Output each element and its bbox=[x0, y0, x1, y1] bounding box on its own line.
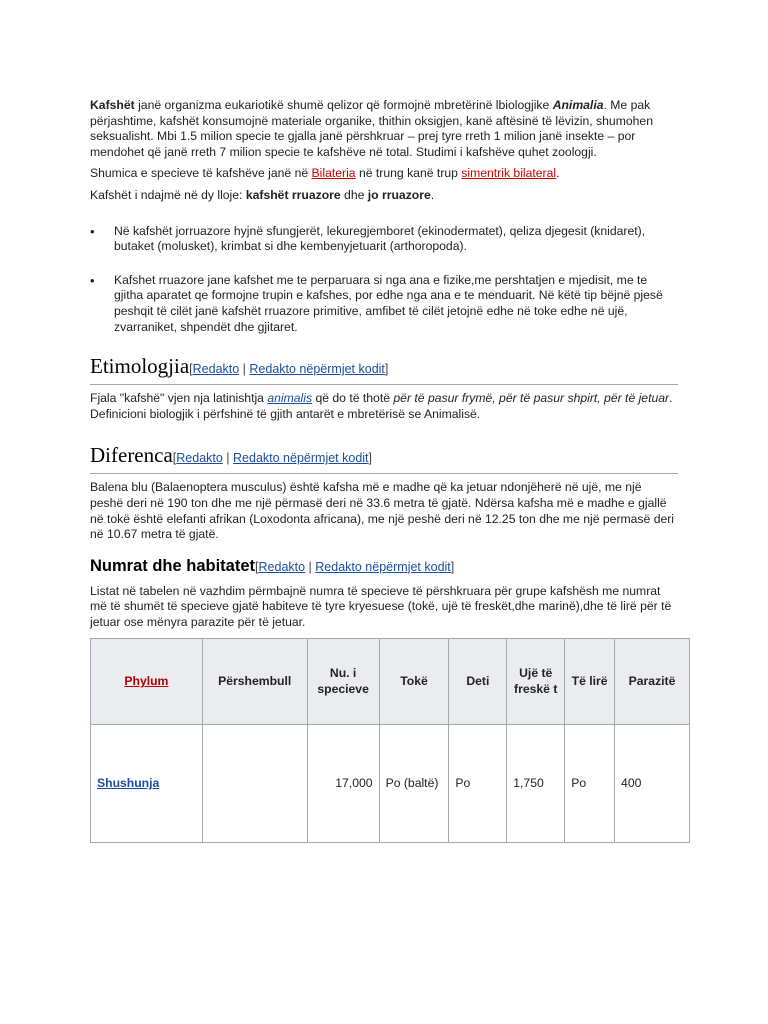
list-item: • Kafshet rruazore jane kafshet me te perparuara si nga ana e fizike,me pershtatjen e mjedisit, me te gjitha aparatet qe formojne trupin e kafshes, por edhe nga ana e te menduarit. Në këtë tip bëjnë pjesë peshqit të cilët janë kafshët rruazore primitive, amfibet të cilët jetojnë edhe në toke edhe në ujë, zvarraniket, shpendët dhe gjitaret. bbox=[90, 273, 678, 335]
header-cell: Tokë bbox=[379, 639, 449, 725]
edit-source-link[interactable]: Redakto nëpërmjet kodit bbox=[233, 451, 369, 466]
types-paragraph bbox=[90, 188, 678, 204]
term-jo-rruazore: jo rruazore bbox=[367, 187, 431, 202]
intro-text: . Me pak përjashtime, kafshët konsumojnë materiale organike, thithin oksigjen, kanë aftësinë të lëvizin, shumohen seksualisht. Mbi 1.5 milion specie te gjalla janë përshkruar – prej tyre rreth 1 milion janë insekte – por mendohet që janë rreth 7 milion specie te kafshëve në total. Studimi i kafshëve quhet zoologji. bbox=[90, 98, 653, 159]
bracket: [ bbox=[255, 559, 259, 574]
text: Kafshët i ndajmë në dy lloje: bbox=[90, 187, 246, 202]
table-cell: Po bbox=[449, 725, 507, 843]
heading-text: Diferenca bbox=[90, 443, 173, 468]
table-cell bbox=[202, 725, 307, 843]
diferenca-paragraph: Balena blu (Balaenoptera musculus) është kafsha më e madhe që ka jetuar ndonjëherë në ujë, me një peshë deri në 190 ton dhe me një përmasë deri në 33.6 metra të gjatë. Ndërsa kafsha më e madhe e gjallë në tokë është elefanti afrikan (Loxodonta africana), me një peshë deri në 12.25 ton dhe me një permasë deri në 10.67 metra të gjatë. bbox=[90, 480, 675, 542]
section-heading-numrat bbox=[90, 555, 678, 578]
text: në trung kanë trup bbox=[355, 166, 462, 181]
bracket: ] bbox=[384, 362, 389, 377]
table-row bbox=[91, 725, 690, 843]
term-rruazore: kafshët rruazore bbox=[245, 187, 341, 202]
article bbox=[90, 98, 678, 843]
header-cell: Deti bbox=[449, 639, 507, 725]
text: Shumica e specieve të kafshëve janë në bbox=[90, 166, 312, 181]
heading-text: Numrat dhe habitatet bbox=[90, 556, 256, 575]
edit-link[interactable]: Redakto bbox=[176, 451, 223, 466]
table-cell: 400 bbox=[615, 725, 690, 843]
edit-source-link[interactable]: Redakto nëpërmjet kodit bbox=[315, 559, 451, 574]
list-item: • Në kafshët jorruazore hyjnë sfungjerët, lekuregjemboret (ekinodermatet), qeliza djegesit (knidaret), butaket (molusket), krimbat si dhe kembenyjetuarit (arthoropoda). bbox=[90, 224, 678, 255]
table-header-row bbox=[91, 639, 690, 725]
edit-links bbox=[189, 362, 388, 376]
separator: | bbox=[222, 451, 234, 466]
intro-paragraph bbox=[90, 98, 678, 160]
species-table bbox=[90, 638, 690, 843]
link-shushunja[interactable]: Shushunja bbox=[97, 776, 160, 791]
bilateria-paragraph bbox=[90, 166, 678, 182]
text: . Definicioni biologjik i përfshinë të gjith antarët e mbretërisë se Animalisë. bbox=[90, 391, 673, 421]
header-cell: Nu. i specieve bbox=[307, 639, 379, 725]
text: Fjala "kafshë" vjen nja latinishtja bbox=[90, 391, 268, 406]
bracket: [ bbox=[189, 362, 193, 377]
header-cell: Të lirë bbox=[565, 639, 615, 725]
table-cell: 17,000 bbox=[307, 725, 379, 843]
section-heading-etimologjia bbox=[90, 353, 678, 385]
table-cell: Po (baltë) bbox=[379, 725, 449, 843]
italic-text: për të pasur frymë, për të pasur shpirt, për të jetuar bbox=[393, 391, 670, 406]
bracket: ] bbox=[450, 559, 455, 574]
term-animalia: Animalia bbox=[552, 98, 604, 112]
edit-link[interactable]: Redakto bbox=[192, 362, 240, 377]
heading-text: Etimologjia bbox=[90, 354, 190, 379]
bracket: ] bbox=[368, 451, 373, 466]
edit-source-link[interactable]: Redakto nëpërmjet kodit bbox=[249, 362, 385, 377]
header-cell: Parazitë bbox=[615, 639, 690, 725]
numrat-paragraph: Listat në tabelen në vazhdim përmbajnë numra të specieve të përshkruara për grupe kafshësh me numrat më të shumët të specieve gjatë habiteve të tyre kryesuese (tokë, ujë të freskët,dhe marinë),dhe të lirë për të jetuar ose mënyra parazite për të jetuar. bbox=[90, 583, 672, 629]
separator: | bbox=[305, 559, 316, 574]
intro-text: janë organizma eukariotikë shumë qelizor që formojnë mbretërinë lbiologjike bbox=[134, 98, 553, 112]
header-cell: Ujë të freskë t bbox=[507, 639, 565, 725]
cell-phylum[interactable] bbox=[91, 725, 203, 843]
header-cell: Përshembull bbox=[202, 639, 307, 725]
section-heading-diferenca bbox=[90, 442, 678, 474]
text: . bbox=[430, 187, 435, 202]
edit-link[interactable]: Redakto bbox=[258, 559, 306, 574]
text: dhe bbox=[340, 187, 368, 202]
table-cell: Po bbox=[565, 725, 615, 843]
link-phylum[interactable]: Phylum bbox=[124, 674, 169, 689]
bullet-list bbox=[90, 224, 678, 336]
link-animalis[interactable]: animalis bbox=[267, 391, 313, 406]
etimologjia-paragraph bbox=[90, 391, 678, 422]
edit-links bbox=[255, 560, 454, 574]
text: . bbox=[556, 166, 560, 181]
term-kafshet: Kafshët bbox=[90, 98, 135, 112]
text: që do të thotë bbox=[312, 391, 394, 406]
table-cell: 1,750 bbox=[507, 725, 565, 843]
link-simentrik-bilateral[interactable]: simentrik bilateral bbox=[461, 166, 557, 181]
edit-links bbox=[173, 451, 372, 465]
bracket: [ bbox=[172, 451, 177, 466]
header-phylum[interactable] bbox=[91, 639, 203, 725]
separator: | bbox=[239, 362, 250, 377]
link-bilateria[interactable]: Bilateria bbox=[311, 166, 356, 181]
